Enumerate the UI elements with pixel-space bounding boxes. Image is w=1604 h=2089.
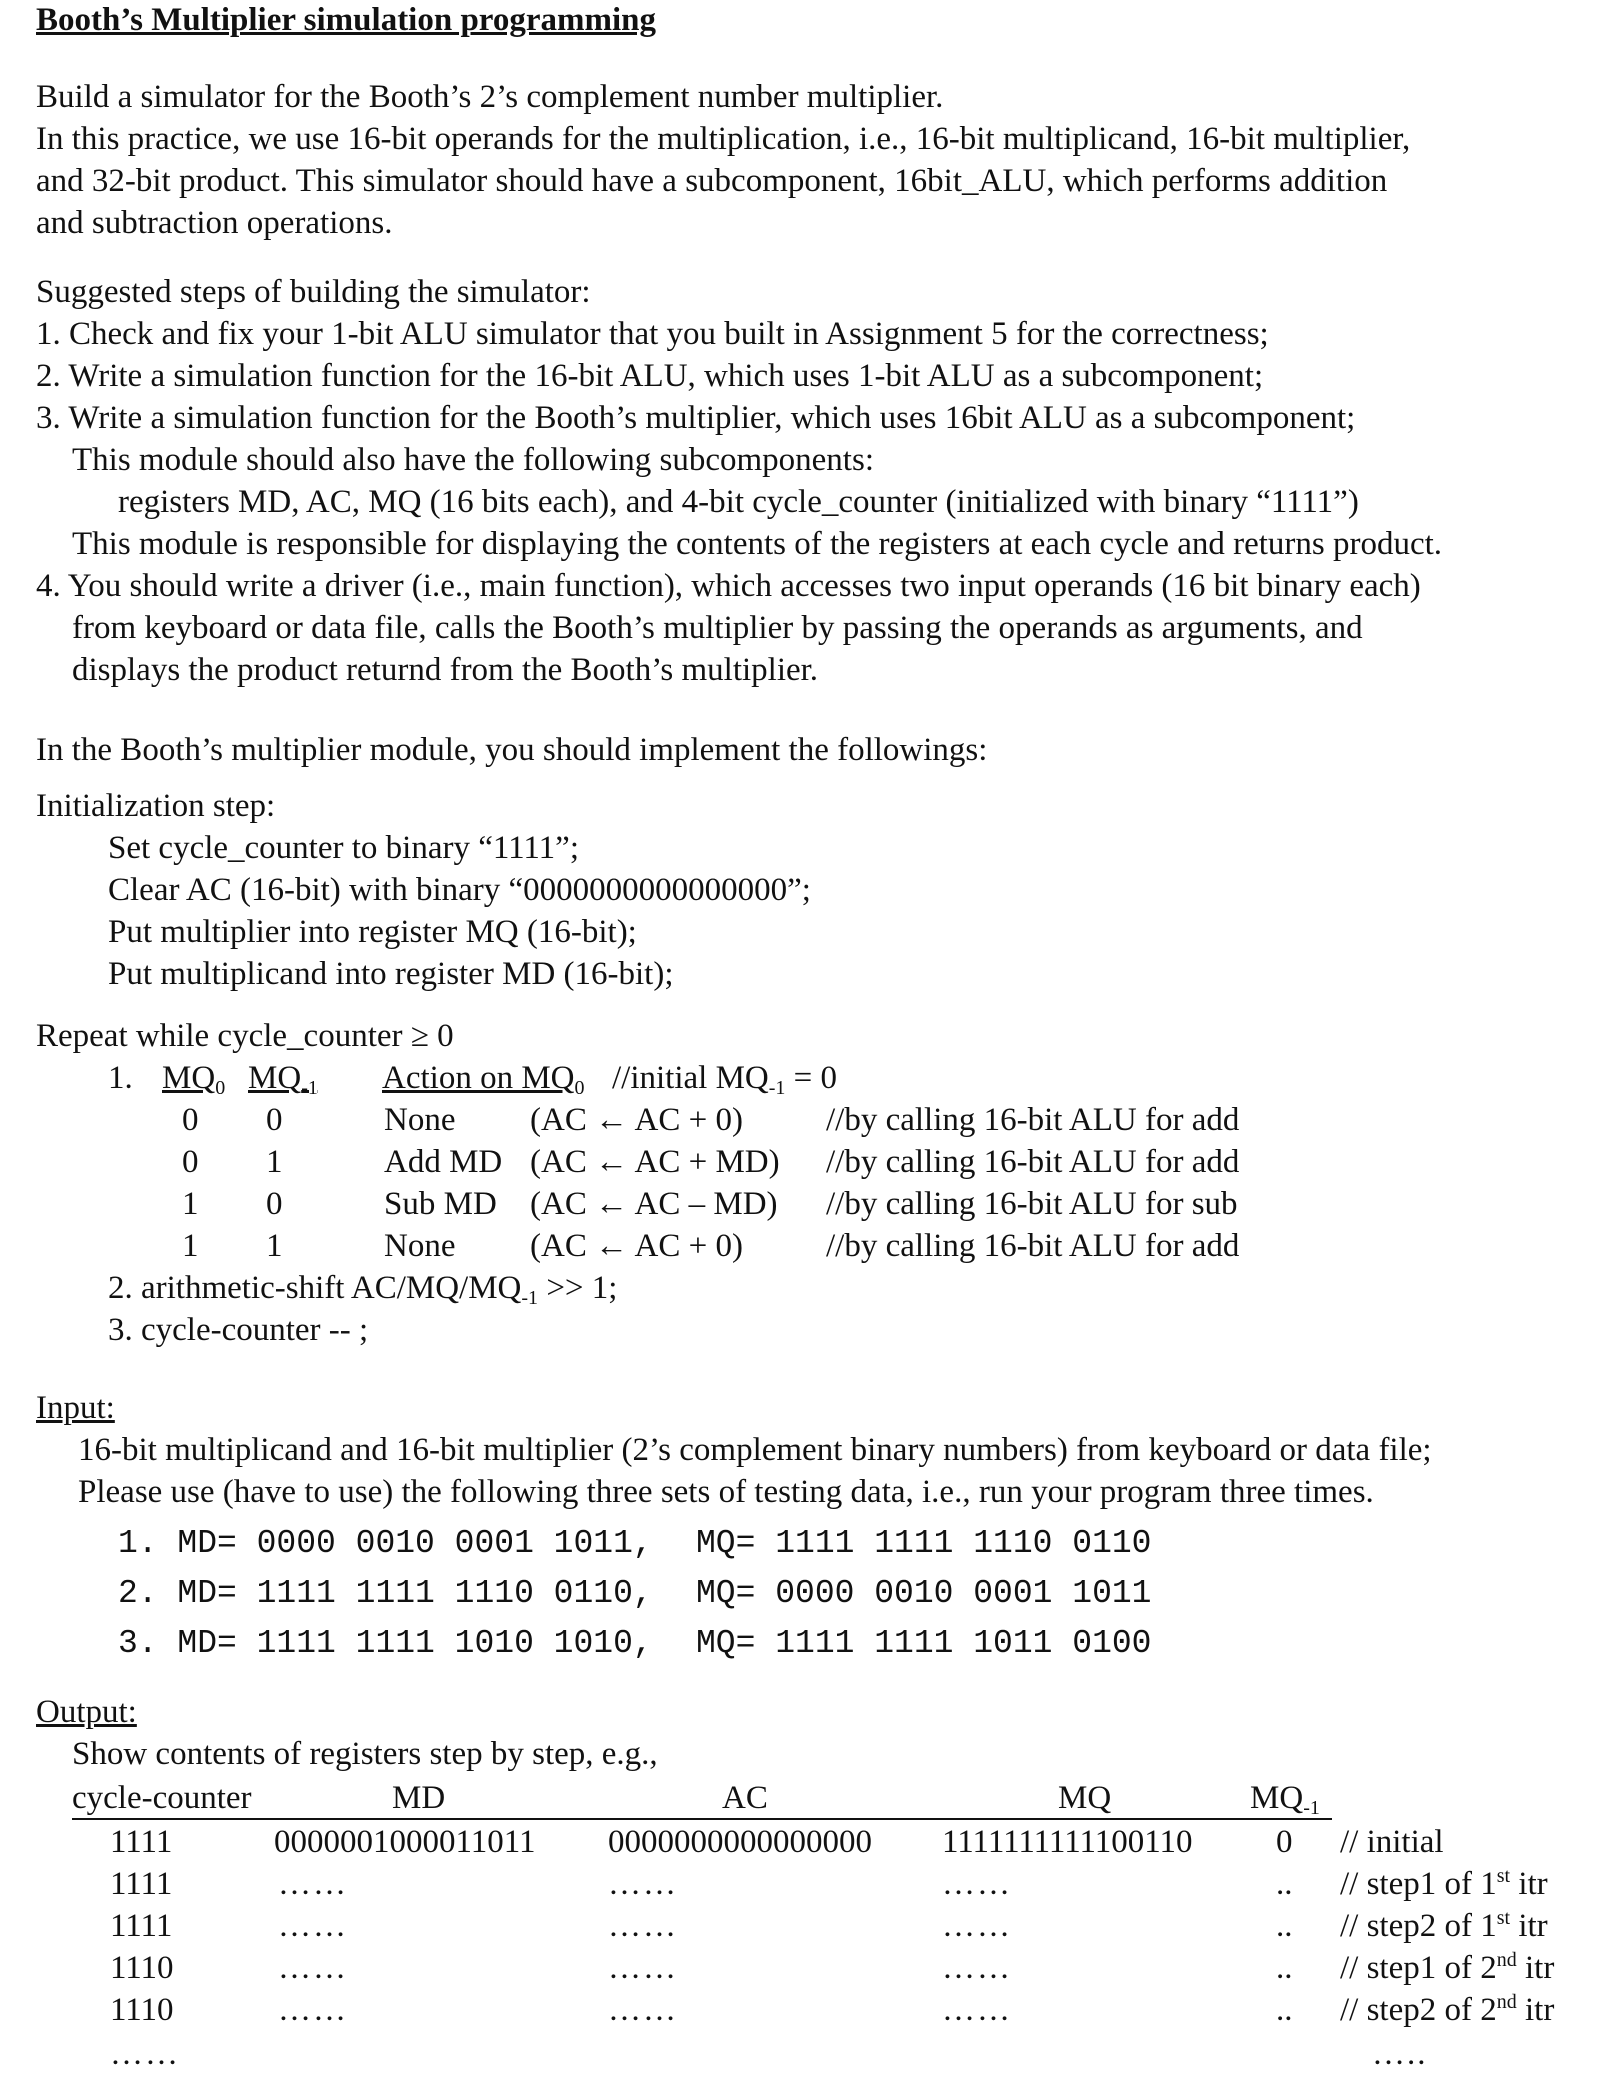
- table-cell-md: ……: [278, 1950, 348, 1986]
- booth-row-a: 1: [182, 1186, 199, 1222]
- table-trail-left: ……: [110, 2036, 180, 2072]
- booth-row-comment: //by calling 16-bit ALU for add: [826, 1228, 1240, 1264]
- table-cell-mq-1: ..: [1276, 1908, 1293, 1944]
- step-line: 3. Write a simulation function for the Booth’s multiplier, which uses 16bit ALU as a subcomponent;: [36, 400, 1356, 436]
- init-heading: Initialization step:: [36, 788, 276, 824]
- step-line: registers MD, AC, MQ (16 bits each), and 4-bit cycle_counter (initialized with binary “1111”): [118, 484, 1359, 520]
- step-line: 1. Check and fix your 1-bit ALU simulator that you built in Assignment 5 for the correctness;: [36, 316, 1269, 352]
- booth-col-mq0: $MQ_0$: [162, 1060, 226, 1099]
- table-cell-md: ……: [278, 1992, 348, 2028]
- repeat-heading: Repeat while cycle_counter ≥ 0: [36, 1018, 454, 1054]
- table-cell-comment: // step1 of 1st itr: [1340, 1865, 1548, 1902]
- booth-col-action: Action on $MQ_0$: [382, 1060, 585, 1099]
- table-cell-md: 0000001000011011: [274, 1824, 536, 1860]
- booth-row-b: 0: [266, 1186, 283, 1222]
- intro-line: Build a simulator for the Booth’s 2’s complement number multiplier.: [36, 79, 944, 115]
- table-cell-cc: 1110: [110, 1992, 174, 2028]
- input-line: Please use (have to use) the following three sets of testing data, i.e., run your program three times.: [78, 1474, 1374, 1510]
- table-cell-mq: 1111111111100110: [942, 1824, 1193, 1860]
- init-line: Put multiplier into register MQ (16-bit);: [108, 914, 637, 950]
- table-cell-cc: 1111: [110, 1908, 173, 1944]
- test-set-mq: MQ= 1111 1111 1110 0110: [696, 1525, 1152, 1562]
- init-line: Set cycle_counter to binary “1111”;: [108, 830, 579, 866]
- booth-row-action: None: [384, 1102, 456, 1138]
- booth-row-b: 1: [266, 1144, 283, 1180]
- booth-row-expr: (AC ← AC + 0): [530, 1228, 743, 1264]
- booth-row-expr: (AC ← AC – MD): [530, 1186, 778, 1222]
- booth-row-action: Sub MD: [384, 1186, 497, 1222]
- booth-row-b: 1: [266, 1228, 283, 1264]
- test-set-md: 3. MD= 1111 1111 1010 1010,: [118, 1625, 653, 1662]
- test-set-md: 1. MD= 0000 0010 0001 1011,: [118, 1525, 653, 1562]
- booth-row-comment: //by calling 16-bit ALU for sub: [826, 1186, 1238, 1222]
- table-cell-comment: // step2 of 1st itr: [1340, 1907, 1548, 1944]
- table-cell-ac: ……: [608, 1866, 678, 1902]
- step-line: 4. You should write a driver (i.e., main function), which accesses two input operands (16 bit binary each): [36, 568, 1421, 604]
- table-cell-mq: ……: [942, 1950, 1012, 1986]
- table-cell-ac: ……: [608, 1950, 678, 1986]
- table-cell-md: ……: [278, 1908, 348, 1944]
- table-cell-comment: // initial: [1340, 1824, 1444, 1860]
- booth-col-mq-1: $MQ_{-1}$: [248, 1060, 318, 1099]
- init-line: Put multiplicand into register MD (16-bit);: [108, 956, 674, 992]
- booth-row-action: None: [384, 1228, 456, 1264]
- table-cell-mq: ……: [942, 1908, 1012, 1944]
- impl-heading: In the Booth’s multiplier module, you should implement the followings:: [36, 732, 988, 768]
- table-header-rule: [72, 1818, 1332, 1820]
- intro-line: and 32-bit product. This simulator should have a subcomponent, 16bit_ALU, which performs addition: [36, 163, 1388, 199]
- booth-step1-number: 1.: [108, 1060, 133, 1096]
- table-cell-mq: ……: [942, 1992, 1012, 2028]
- step-line: displays the product returnd from the Booth’s multiplier.: [72, 652, 819, 688]
- table-header-mq-1: $MQ_{-1}$: [1250, 1780, 1320, 1819]
- table-cell-ac: 0000000000000000: [608, 1824, 872, 1860]
- output-heading: Output:: [36, 1694, 137, 1730]
- table-header-cycle-counter: cycle-counter: [72, 1780, 252, 1816]
- table-cell-ac: ……: [608, 1908, 678, 1944]
- table-cell-mq: ……: [942, 1866, 1012, 1902]
- table-cell-mq-1: 0: [1276, 1824, 1293, 1860]
- booth-row-expr: (AC ← AC + MD): [530, 1144, 780, 1180]
- table-cell-comment: // step2 of 2nd itr: [1340, 1991, 1555, 2028]
- table-cell-md: ……: [278, 1866, 348, 1902]
- step-line: 2. Write a simulation function for the 16-bit ALU, which uses 1-bit ALU as a subcomponent;: [36, 358, 1264, 394]
- table-cell-mq-1: ..: [1276, 1992, 1293, 2028]
- booth-row-b: 0: [266, 1102, 283, 1138]
- step-line: from keyboard or data file, calls the Booth’s multiplier by passing the operands as arguments, and: [72, 610, 1363, 646]
- table-trail-right: …..: [1372, 2036, 1428, 2072]
- booth-col-note: //initial $MQ_{-1} = 0$: [612, 1060, 838, 1099]
- booth-step2: 2. arithmetic-shift $AC/MQ/MQ_{-1} >> 1$;: [108, 1270, 618, 1309]
- booth-row-comment: //by calling 16-bit ALU for add: [826, 1102, 1240, 1138]
- table-cell-cc: 1111: [110, 1866, 173, 1902]
- booth-row-a: 0: [182, 1144, 199, 1180]
- table-header-ac: AC: [722, 1780, 768, 1816]
- booth-row-expr: (AC ← AC + 0): [530, 1102, 743, 1138]
- booth-row-a: 1: [182, 1228, 199, 1264]
- table-header-md: MD: [392, 1780, 446, 1816]
- test-set-mq: MQ= 1111 1111 1011 0100: [696, 1625, 1152, 1662]
- output-line: Show contents of registers step by step, e.g.,: [72, 1736, 658, 1772]
- test-set-md: 2. MD= 1111 1111 1110 0110,: [118, 1575, 653, 1612]
- booth-row-a: 0: [182, 1102, 199, 1138]
- table-header-mq: MQ: [1058, 1780, 1112, 1816]
- booth-row-action: Add MD: [384, 1144, 503, 1180]
- test-set-mq: MQ= 0000 0010 0001 1011: [696, 1575, 1152, 1612]
- input-line: 16-bit multiplicand and 16-bit multiplier (2’s complement binary numbers) from keyboard or data file;: [78, 1432, 1432, 1468]
- table-cell-cc: 1110: [110, 1950, 174, 1986]
- booth-step3: 3. cycle-counter -- ;: [108, 1312, 369, 1348]
- page-title: Booth’s Multiplier simulation programming: [36, 2, 657, 38]
- table-cell-comment: // step1 of 2nd itr: [1340, 1949, 1555, 1986]
- intro-line: and subtraction operations.: [36, 205, 393, 241]
- table-cell-mq-1: ..: [1276, 1866, 1293, 1902]
- steps-heading: Suggested steps of building the simulator:: [36, 274, 591, 310]
- booth-row-comment: //by calling 16-bit ALU for add: [826, 1144, 1240, 1180]
- step-line: This module is responsible for displaying the contents of the registers at each cycle and returns product.: [72, 526, 1443, 562]
- step-line: This module should also have the following subcomponents:: [72, 442, 874, 478]
- intro-line: In this practice, we use 16-bit operands for the multiplication, i.e., 16-bit multiplicand, 16-bit multiplier,: [36, 121, 1411, 157]
- init-line: Clear AC (16-bit) with binary “0000000000000000”;: [108, 872, 811, 908]
- input-heading: Input:: [36, 1390, 115, 1426]
- table-cell-mq-1: ..: [1276, 1950, 1293, 1986]
- table-cell-cc: 1111: [110, 1824, 173, 1860]
- table-cell-ac: ……: [608, 1992, 678, 2028]
